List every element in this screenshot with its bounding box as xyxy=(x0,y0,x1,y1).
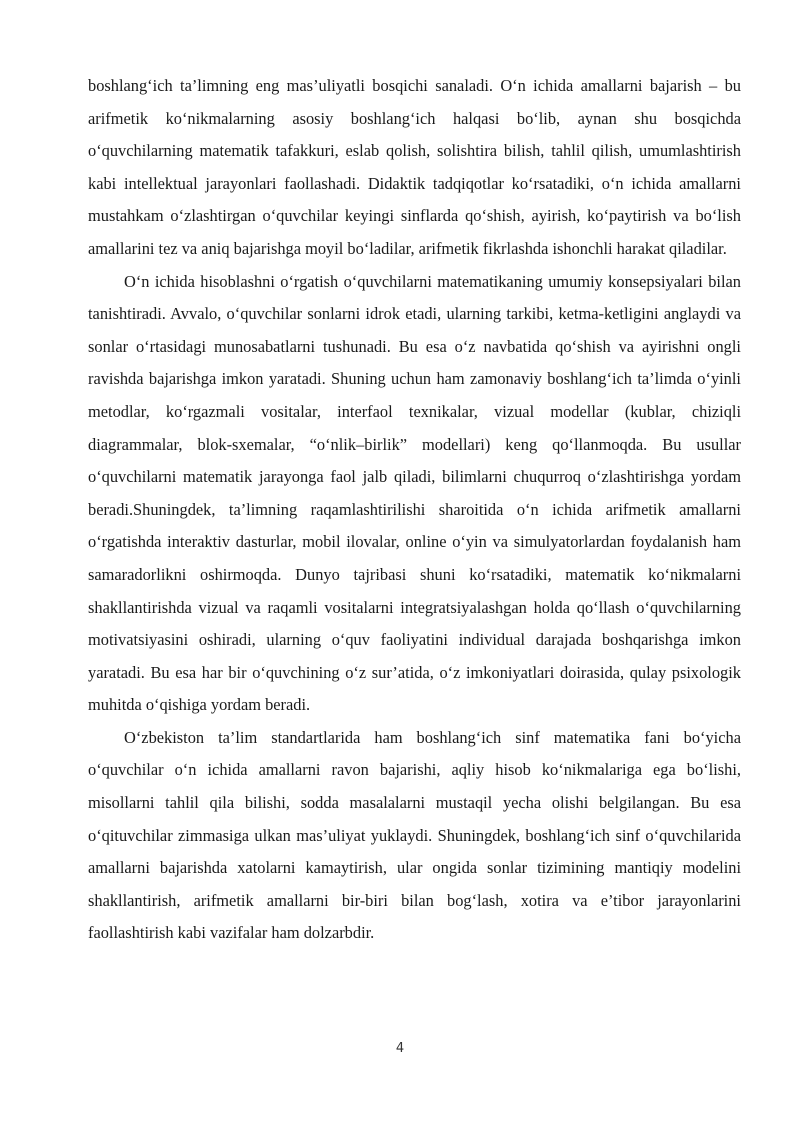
page-number: 4 xyxy=(395,1041,405,1056)
paragraph-counting-within-ten: O‘n ichida hisoblashni o‘rgatish o‘quvchilarni matematikaning umumiy konsepsiyalari bilan tanishtiradi. Avvalo, o‘quvchilar sonlarni idrok etadi, ularning tarkibi, ketma-ketligini anglaydi va sonlar o‘rtasidagi munosabatlarni tushunadi. Bu esa o‘z navbatida qo‘shish va ayirishni ongli ravishda bajarishga imkon yaratadi. Shuning uchun ham zamonaviy boshlang‘ich ta’limda o‘yinli metodlar, ko‘rgazmali vositalar, interfaol texnikalar, vizual modellar (kublar, chiziqli diagrammalar, blok-sxemalar, “o‘nlik–birlik” modellari) keng qo‘llanmoqda. Bu usullar o‘quvchilarni matematik jarayonga faol jalb qiladi, bilimlarni chuqurroq o‘zlashtirishga yordam beradi.Shuningdek, ta’limning raqamlashtirilishi sharoitida o‘n ichida arifmetik amallarni o‘rgatishda interaktiv dasturlar, mobil ilovalar, online o‘yin va simulyatorlardan foydalanish ham samaradorlikni oshirmoqda. Dunyo tajribasi shuni ko‘rsatadiki, matematik ko‘nikmalarni shakllantirishda vizual va raqamli vositalarni integratsiyalashgan holda qo‘llash o‘quvchilarning motivatsiyasini oshiradi, ularning o‘quv faoliyatini individual darajada boshqarishga imkon yaratadi. Bu esa har bir o‘quvchining o‘z sur’atida, o‘z imkoniyatlari doirasida, qulay psixologik muhitda o‘qishiga yordam beradi. xyxy=(88,271,741,715)
paragraph-education-standards: O‘zbekiston ta’lim standartlarida ham boshlang‘ich sinf matematika fani bo‘yicha o‘quvchilar o‘n ichida amallarni ravon bajarishi, aqliy hisob ko‘nikmalariga ega bo‘lishi, misollarni tahlil qila bilishi, sodda masalalarni mustaqil yecha olishi belgilangan. Bu esa o‘qituvchilar zimmasiga ulkan mas’uliyat yuklaydi. Shuningdek, boshlang‘ich sinf o‘quvchilarida amallarni bajarishda xatolarni kamaytirish, ular ongida sonlar tizimining mantiqiy modelini shakllantirish, arifmetik amallarni bir-biri bilan bog‘lash, xotira va e’tibor jarayonlarini faollashtirish kabi vazifalar ham dolzarbdir. xyxy=(88,727,741,943)
page-body xyxy=(88,70,741,950)
paragraph-continuation: boshlang‘ich ta’limning eng mas’uliyatli bosqichi sanaladi. O‘n ichida amallarni bajarish – bu arifmetik ko‘nikmalarning asosiy boshlang‘ich halqasi bo‘lib, aynan shu bosqichda o‘quvchilarning matematik tafakkuri, eslab qolish, solishtira bilish, tahlil qilish, umumlashtirish kabi intellektual jarayonlari faollashadi. Didaktik tadqiqotlar ko‘rsatadiki, o‘n ichida amallarni mustahkam o‘zlashtirgan o‘quvchilar keyingi sinflarda qo‘shish, ayirish, ko‘paytirish va bo‘lish amallarini tez va aniq bajarishga moyil bo‘ladilar, arifmetik fikrlashda ishonchli harakat qiladilar. xyxy=(88,76,741,258)
